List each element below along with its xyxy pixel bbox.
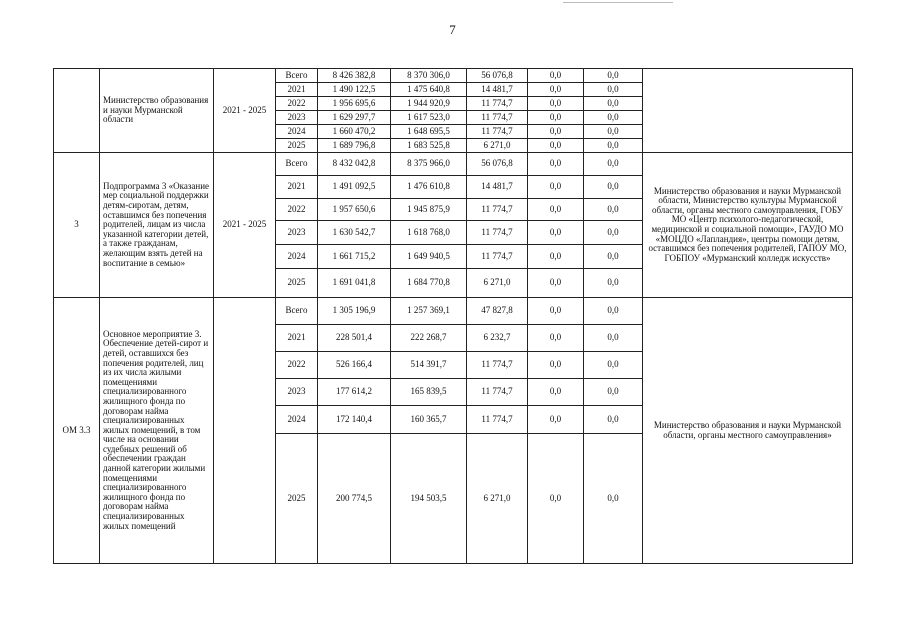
regional-cell: 165 839,5 <box>391 379 467 406</box>
total-cell: 1 661 715,2 <box>318 245 391 269</box>
year-cell: 2023 <box>276 111 318 125</box>
regional-cell: 514 391,7 <box>391 352 467 379</box>
federal-cell: 6 271,0 <box>467 139 528 153</box>
year-cell: 2025 <box>276 269 318 298</box>
federal-cell: 6 271,0 <box>467 269 528 298</box>
other-cell: 0,0 <box>584 69 643 83</box>
federal-cell: 11 774,7 <box>467 221 528 245</box>
local-cell: 0,0 <box>528 245 584 269</box>
total-cell: 1 305 196,9 <box>318 298 391 325</box>
section-period: 2021 - 2025 <box>214 69 276 153</box>
section-name: Министерство образования и науки Мурманской области <box>100 69 214 153</box>
other-cell: 0,0 <box>584 153 643 176</box>
year-cell: 2024 <box>276 125 318 139</box>
federal-cell: 47 827,8 <box>467 298 528 325</box>
local-cell: 0,0 <box>528 83 584 97</box>
regional-cell: 1 944 920,9 <box>391 97 467 111</box>
total-cell: 1 956 695,6 <box>318 97 391 111</box>
federal-cell: 56 076,8 <box>467 69 528 83</box>
regional-cell: 1 476 610,8 <box>391 176 467 199</box>
local-cell: 0,0 <box>528 379 584 406</box>
federal-cell: 11 774,7 <box>467 379 528 406</box>
year-cell: 2021 <box>276 325 318 352</box>
federal-cell: 11 774,7 <box>467 406 528 434</box>
federal-cell: 11 774,7 <box>467 245 528 269</box>
other-cell: 0,0 <box>584 176 643 199</box>
federal-cell: 11 774,7 <box>467 352 528 379</box>
table-row <box>54 69 853 83</box>
regional-cell: 1 475 640,8 <box>391 83 467 97</box>
other-cell: 0,0 <box>584 83 643 97</box>
regional-cell: 8 375 966,0 <box>391 153 467 176</box>
regional-cell: 1 945 875,9 <box>391 199 467 221</box>
table-row <box>54 298 853 325</box>
local-cell: 0,0 <box>528 176 584 199</box>
funding-table <box>53 68 853 564</box>
local-cell: 0,0 <box>528 97 584 111</box>
regional-cell: 1 618 768,0 <box>391 221 467 245</box>
other-cell: 0,0 <box>584 245 643 269</box>
federal-cell: 6 271,0 <box>467 434 528 564</box>
year-cell: Всего <box>276 69 318 83</box>
section-period <box>214 298 276 564</box>
total-cell: 8 432 042,8 <box>318 153 391 176</box>
section-number: ОМ 3.3 <box>54 298 100 564</box>
total-cell: 1 660 470,2 <box>318 125 391 139</box>
responsible-executors: Министерство образования и науки Мурманской области, органы местного самоуправления» <box>643 298 853 564</box>
regional-cell: 1 617 523,0 <box>391 111 467 125</box>
section-number <box>54 69 100 153</box>
federal-cell: 14 481,7 <box>467 83 528 97</box>
total-cell: 526 166,4 <box>318 352 391 379</box>
total-cell: 200 774,5 <box>318 434 391 564</box>
local-cell: 0,0 <box>528 269 584 298</box>
table-row <box>54 153 853 176</box>
total-cell: 1 630 542,7 <box>318 221 391 245</box>
other-cell: 0,0 <box>584 125 643 139</box>
other-cell: 0,0 <box>584 434 643 564</box>
total-cell: 1 957 650,6 <box>318 199 391 221</box>
other-cell: 0,0 <box>584 111 643 125</box>
responsible-executors: Министерство образования и науки Мурманской области, Министерство культуры Мурманской области, органы местного самоуправления, ГОБУ МО «Центр психолого-педагогической, медицинской и социальной помощи», ГАУДО МО «МОЦДО «Лапландия», центры помощи детям, оставшимся без попечения родителей, ГАПОУ МО, ГОБПОУ «Мурманский колледж искусств» <box>643 153 853 298</box>
total-cell: 1 490 122,5 <box>318 83 391 97</box>
total-cell: 172 140,4 <box>318 406 391 434</box>
total-cell: 228 501,4 <box>318 325 391 352</box>
other-cell: 0,0 <box>584 97 643 111</box>
year-cell: 2022 <box>276 352 318 379</box>
local-cell: 0,0 <box>528 125 584 139</box>
local-cell: 0,0 <box>528 406 584 434</box>
year-cell: 2025 <box>276 139 318 153</box>
year-cell: Всего <box>276 153 318 176</box>
regional-cell: 222 268,7 <box>391 325 467 352</box>
other-cell: 0,0 <box>584 139 643 153</box>
other-cell: 0,0 <box>584 221 643 245</box>
total-cell: 8 426 382,8 <box>318 69 391 83</box>
year-cell: 2024 <box>276 406 318 434</box>
year-cell: 2021 <box>276 83 318 97</box>
total-cell: 177 614,2 <box>318 379 391 406</box>
year-cell: 2022 <box>276 97 318 111</box>
other-cell: 0,0 <box>584 406 643 434</box>
regional-cell: 1 648 695,5 <box>391 125 467 139</box>
other-cell: 0,0 <box>584 199 643 221</box>
section-name: Основное мероприятие 3. Обеспечение детей-сирот и детей, оставшихся без попечения родителей, лиц из их числа жилыми помещениями специализированного жилищного фонда по договорам найма специализированных жилых помещений, в том числе на основании судебных решений об обеспечении граждан данной категории жилыми помещениями специализированного жилищного фонда по договорам найма специализированных жилых помещений <box>100 298 214 564</box>
section-name: Подпрограмма 3 «Оказание мер социальной поддержки детям-сиротам, детям, оставшимся без попечения родителей, лицам из числа указанной категории детей, а также гражданам, желающим взять детей на воспитание в семью» <box>100 153 214 298</box>
total-cell: 1 691 041,8 <box>318 269 391 298</box>
local-cell: 0,0 <box>528 352 584 379</box>
top-scan-line <box>563 2 673 3</box>
regional-cell: 160 365,7 <box>391 406 467 434</box>
year-cell: 2021 <box>276 176 318 199</box>
section-period: 2021 - 2025 <box>214 153 276 298</box>
federal-cell: 11 774,7 <box>467 125 528 139</box>
year-cell: 2025 <box>276 434 318 564</box>
federal-cell: 56 076,8 <box>467 153 528 176</box>
local-cell: 0,0 <box>528 69 584 83</box>
local-cell: 0,0 <box>528 153 584 176</box>
other-cell: 0,0 <box>584 298 643 325</box>
regional-cell: 1 649 940,5 <box>391 245 467 269</box>
year-cell: Всего <box>276 298 318 325</box>
total-cell: 1 689 796,8 <box>318 139 391 153</box>
federal-cell: 14 481,7 <box>467 176 528 199</box>
year-cell: 2023 <box>276 221 318 245</box>
regional-cell: 194 503,5 <box>391 434 467 564</box>
year-cell: 2023 <box>276 379 318 406</box>
federal-cell: 6 232,7 <box>467 325 528 352</box>
regional-cell: 8 370 306,0 <box>391 69 467 83</box>
local-cell: 0,0 <box>528 298 584 325</box>
year-cell: 2024 <box>276 245 318 269</box>
page-number: 7 <box>449 22 456 37</box>
total-cell: 1 629 297,7 <box>318 111 391 125</box>
responsible-executors <box>643 69 853 153</box>
other-cell: 0,0 <box>584 269 643 298</box>
other-cell: 0,0 <box>584 325 643 352</box>
local-cell: 0,0 <box>528 111 584 125</box>
local-cell: 0,0 <box>528 325 584 352</box>
other-cell: 0,0 <box>584 379 643 406</box>
total-cell: 1 491 092,5 <box>318 176 391 199</box>
year-cell: 2022 <box>276 199 318 221</box>
local-cell: 0,0 <box>528 221 584 245</box>
local-cell: 0,0 <box>528 199 584 221</box>
federal-cell: 11 774,7 <box>467 97 528 111</box>
federal-cell: 11 774,7 <box>467 199 528 221</box>
section-number: 3 <box>54 153 100 298</box>
regional-cell: 1 684 770,8 <box>391 269 467 298</box>
local-cell: 0,0 <box>528 434 584 564</box>
local-cell: 0,0 <box>528 139 584 153</box>
federal-cell: 11 774,7 <box>467 111 528 125</box>
other-cell: 0,0 <box>584 352 643 379</box>
regional-cell: 1 257 369,1 <box>391 298 467 325</box>
regional-cell: 1 683 525,8 <box>391 139 467 153</box>
